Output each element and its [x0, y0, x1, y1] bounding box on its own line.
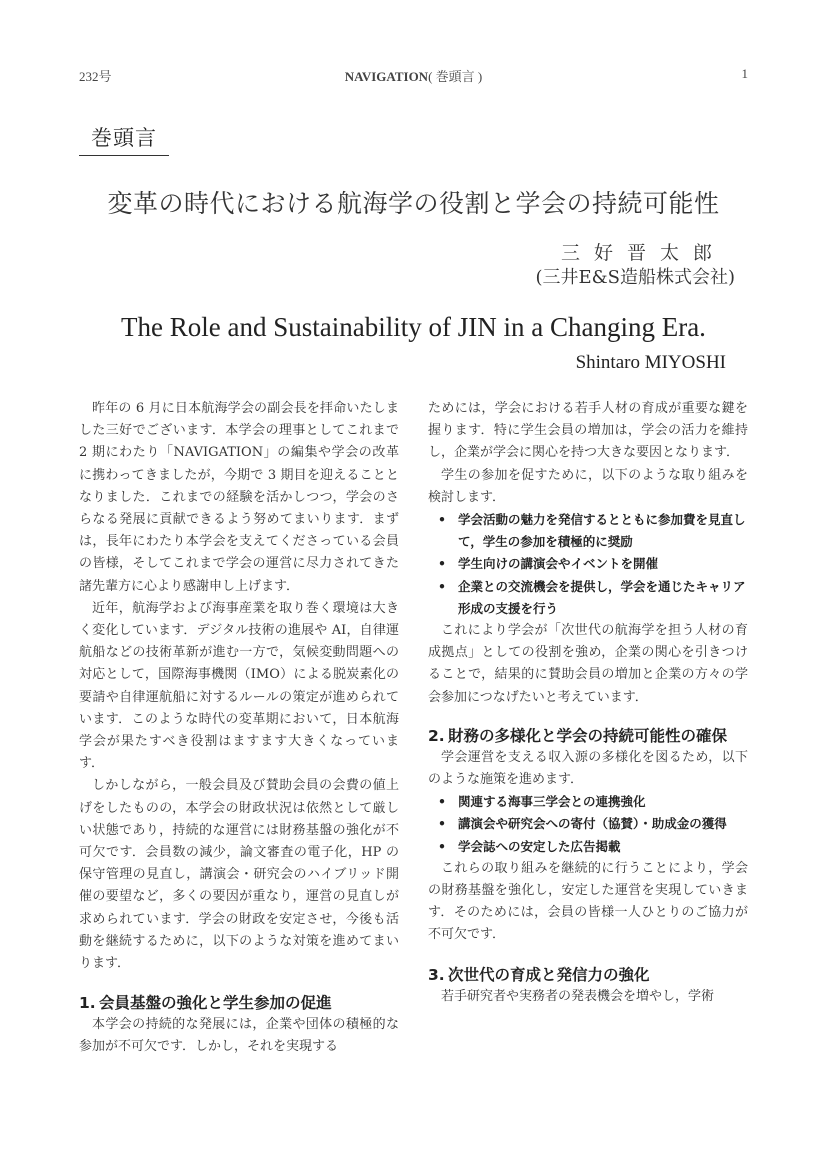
section-1-heading: [79, 992, 399, 1014]
running-header: [0, 66, 827, 85]
student-intro-paragraph: 学生の参加を促すために，以下のような取り組みを検討します．: [428, 467, 748, 505]
section-2-number: 2.: [428, 726, 445, 745]
list-item: • 学生向けの講演会やイベントを開催: [438, 556, 659, 572]
page-number: 1: [741, 66, 748, 81]
bullet-text: 学生向けの講演会やイベントを開催: [458, 556, 659, 572]
right-column: [428, 398, 748, 1008]
bullet-text: 学会活動の魅力を発信するとともに参加費を見直して，学生の参加を積極的に奨励: [458, 512, 746, 550]
journal-subtitle: ( 巻頭言 ): [428, 69, 483, 84]
section-2-intro: 学会運営を支える収入源の多様化を図るため，以下のような施策を進めます．: [428, 749, 748, 788]
bullet-text: 企業との交流機会を提供し，学会を通じたキャリア形成の支援を行う: [458, 578, 746, 616]
author-english: Shintaro MIYOSHI: [575, 352, 726, 373]
section-3-heading: [428, 964, 748, 986]
list-item: • 学会活動の魅力を発信するとともに参加費を見直して，学生の参加を積極的に奨励: [438, 512, 746, 550]
bullet-text: 学会誌への安定した広告掲載: [458, 838, 621, 854]
left-column: [79, 398, 399, 1059]
list-item: • 企業との交流機会を提供し，学会を通じたキャリア形成の支援を行う: [438, 578, 746, 616]
section-2-bullet-list: [428, 791, 748, 858]
student-conclusion-paragraph: これにより学会が「次世代の航海学を担う人材の育成拠点」としての役割を強め，企業の関心を引きつけることで，結果的に賛助会員の増加と企業の方々の学会参加につなげたいと考えています．: [428, 623, 748, 705]
bullet-text: 講演会や研究会への寄付（協賛）・助成金の獲得: [458, 816, 727, 832]
intro-paragraph-2: 近年，航海学および海事産業を取り巻く環境は大きく変化しています．デジタル技術の進展や AI，自律運航船などの技術革新が進む一方で，気候変動問題への対応として，国際海事機関（IMO）による脱炭素化の要請や自律運航船に対するルールの策定が進められています．このような時代の変革期において，日本航海学会が果たすべき役割はますます大きくなっています．: [79, 600, 399, 772]
section-2-conclusion: これらの取り組みを継続的に行うことにより，学会の財務基盤を強化し，安定した運営を実現していきます．そのためには，会員の皆様一人ひとりのご協力が不可欠です．: [428, 860, 748, 943]
section-1-number: 1.: [79, 994, 96, 1013]
section-1-paragraph: 本学会の持続的な発展には，企業や団体の積極的な参加が不可欠です．しかし，それを実現する: [79, 1017, 399, 1055]
continuation-paragraph: ためには，学会における若手人材の育成が重要な鍵を握ります．特に学生会員の増加は，学会の活力を維持し，企業が学会に関心を持つ大きな要因となります．: [428, 401, 748, 461]
intro-paragraph-3: しかしながら，一般会員及び賛助会員の会費の値上げをしたものの，本学会の財政状況は依然として厳しい状態であり，持続的な運営には財務基盤の強化が不可欠です．会員数の減少，論文審査の電子化，HP の保守管理の見直し，講演会・研究会のハイブリッド開催の要望など，多くの要因が重なり，運営の見直しが求められています．学会の財政を安定させ，今後も活動を継続するために，以下のような対策を進めてまいります．: [79, 778, 399, 972]
title-english: The Role and Sustainability of JIN in a Changing Era.: [121, 312, 706, 342]
journal-name: NAVIGATION: [344, 69, 429, 84]
intro-paragraph-1: 昨年の 6 月に日本航海学会の副会長を拝命いたしました三好でございます．本学会の理事としてこれまで 2 期にわたり「NAVIGATION」の編集や学会の改革に携わってきましたが，今期で 3 期目を迎えることとなりました．これまでの経験を活かしつつ，学会のさらなる発展に貢献できるよう努めてまいります．まずは，長年にわたり本学会を支えてくださっている会員の皆様，そしてこれまで学会の運営に尽力されてきた諸先輩方に心より感謝申し上げます．: [79, 401, 399, 594]
section-3-number: 3.: [428, 965, 445, 984]
student-bullet-list: [428, 509, 748, 620]
affiliation-japanese: (三井E&S造船株式会社): [535, 267, 735, 288]
section-3-paragraph: 若手研究者や実務者の発表機会を増やし，学術: [441, 988, 715, 1004]
section-2-heading: [428, 725, 748, 747]
list-item: • 講演会や研究会への寄付（協賛）・助成金の獲得: [438, 816, 727, 832]
section-2-title: 財務の多様化と学会の持続可能性の確保: [448, 726, 728, 745]
author-japanese: 三好晋太郎: [560, 242, 726, 264]
section-label: 巻頭言: [79, 122, 169, 156]
section-3-title: 次世代の育成と発信力の強化: [448, 965, 650, 984]
bullet-text: 関連する海事三学会との連携強化: [458, 794, 646, 810]
title-japanese: 変革の時代における航海学の役割と学会の持続可能性: [107, 189, 720, 218]
issue-number: 232号: [79, 69, 112, 84]
section-1-title: 会員基盤の強化と学生参加の促進: [99, 994, 332, 1013]
list-item: • 学会誌への安定した広告掲載: [438, 838, 621, 854]
list-item: • 関連する海事三学会との連携強化: [438, 794, 646, 810]
